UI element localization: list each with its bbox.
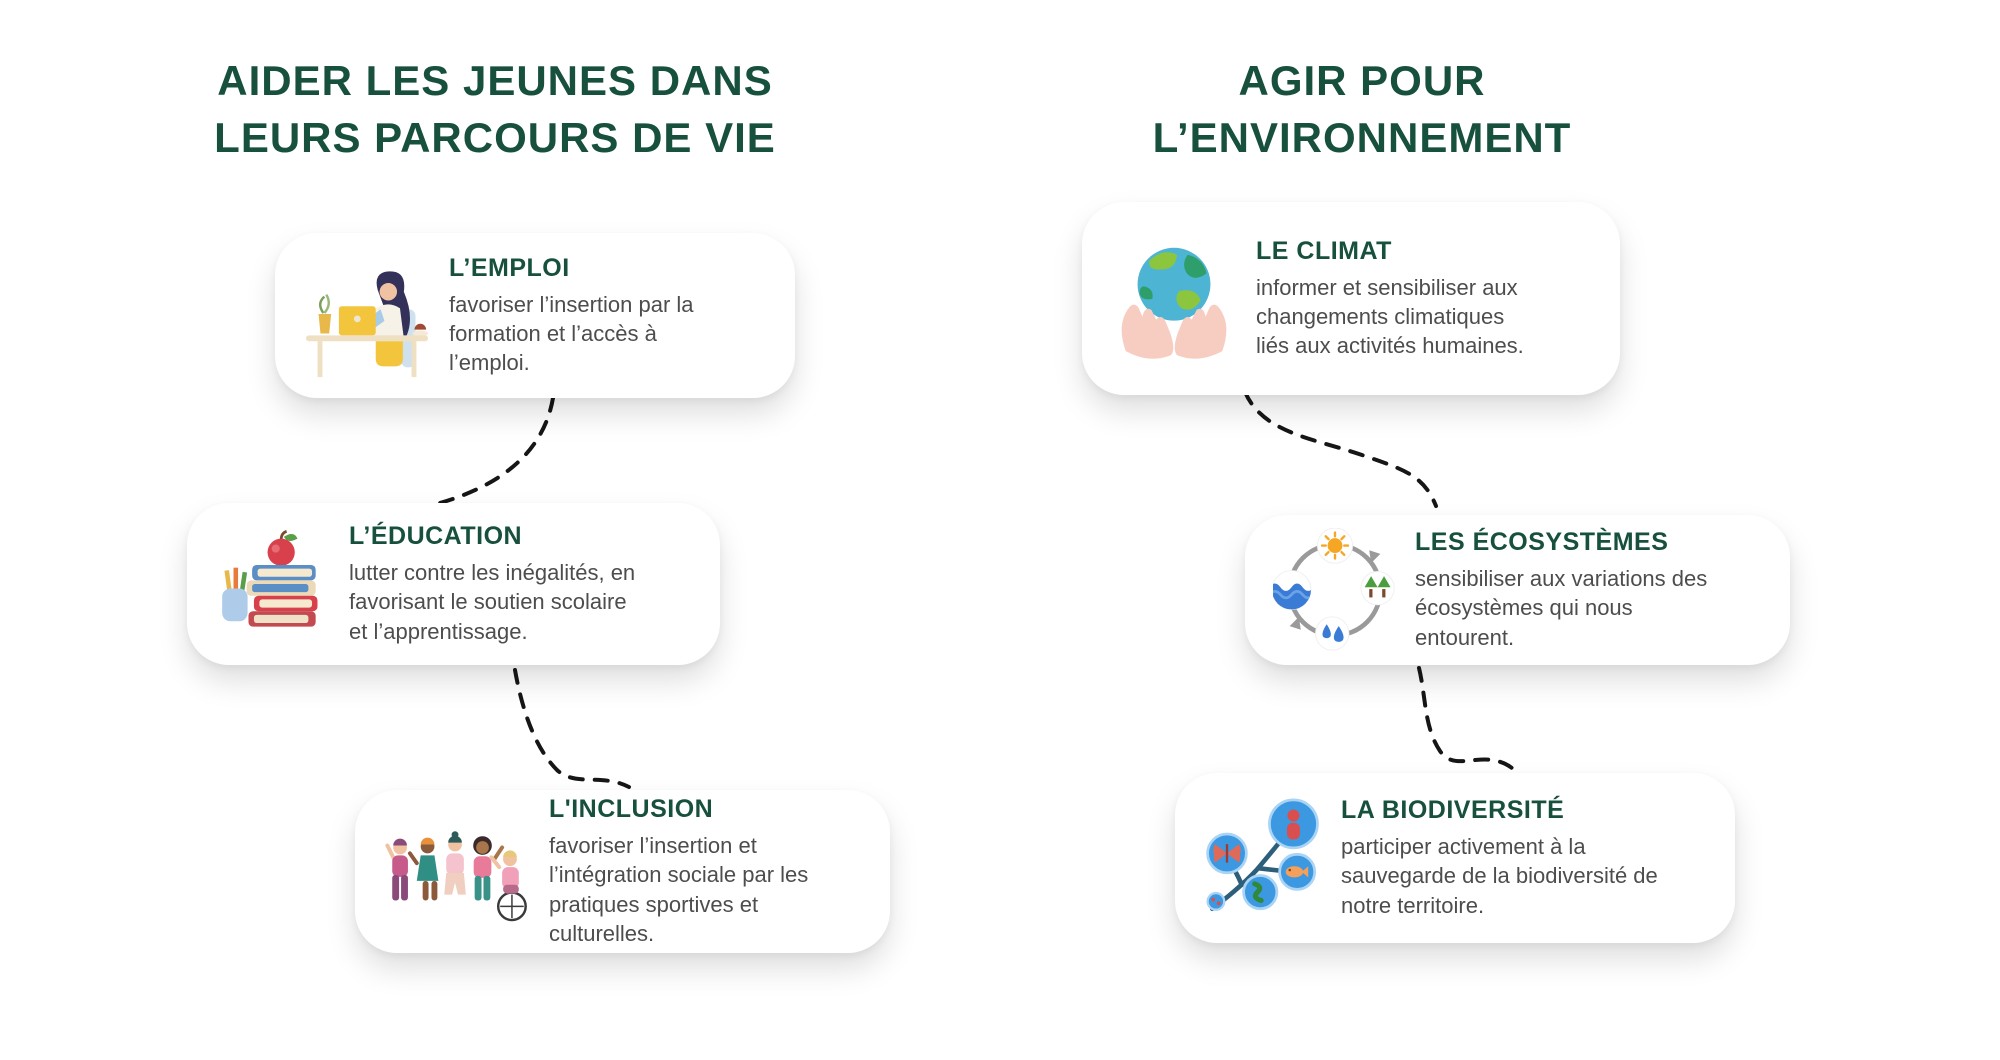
- card-education: [187, 503, 720, 665]
- card-title: LA BIODIVERSITÉ: [1341, 796, 1565, 825]
- diverse-people-group-icon: [381, 820, 533, 924]
- card-description: favoriser l’insertion par la formation et l’accès à l’emploi.: [449, 291, 694, 376]
- card-description: favoriser l’insertion et l’intégration sociale par les pratiques sportives et culturelles.: [549, 833, 809, 946]
- ecosystem-cycle-icon: [1271, 528, 1399, 652]
- connector-dashed-line: [1419, 668, 1519, 776]
- card-ecosystemes: [1245, 515, 1790, 665]
- biodiversity-network-icon: [1201, 798, 1325, 918]
- card-climat: [1082, 202, 1620, 395]
- card-description: sensibiliser aux variations des écosystèmes qui nous entourent.: [1415, 566, 1708, 650]
- card-description: informer et sensibiliser aux changements climatiques liés aux activités humaines.: [1256, 274, 1524, 359]
- card-title: LES ÉCOSYSTÈMES: [1415, 528, 1669, 557]
- card-inclusion: [355, 790, 890, 953]
- card-emploi: [275, 233, 795, 398]
- card-title: L'INCLUSION: [549, 795, 714, 823]
- right-section-title: AGIR POUR L’ENVIRONNEMENT: [1152, 57, 1572, 162]
- left-section-title: AIDER LES JEUNES DANS LEURS PARCOURS DE VIE: [214, 57, 776, 162]
- connector-dashed-line: [440, 398, 553, 503]
- hands-holding-earth-icon: [1108, 235, 1240, 363]
- person-working-at-desk-icon: [301, 253, 433, 379]
- card-title: LE CLIMAT: [1256, 236, 1392, 265]
- card-title: L’ÉDUCATION: [349, 522, 523, 551]
- books-and-apple-icon: [213, 525, 333, 643]
- card-description: participer activement à la sauvegarde de la biodiversité de notre territoire.: [1341, 834, 1658, 918]
- card-title: L’EMPLOI: [449, 253, 570, 282]
- card-description: lutter contre les inégalités, en favorisant le soutien scolaire et l’apprentissage.: [349, 560, 636, 644]
- card-biodiversite: [1175, 773, 1735, 943]
- connector-dashed-line: [1245, 392, 1436, 506]
- connector-dashed-line: [515, 670, 629, 787]
